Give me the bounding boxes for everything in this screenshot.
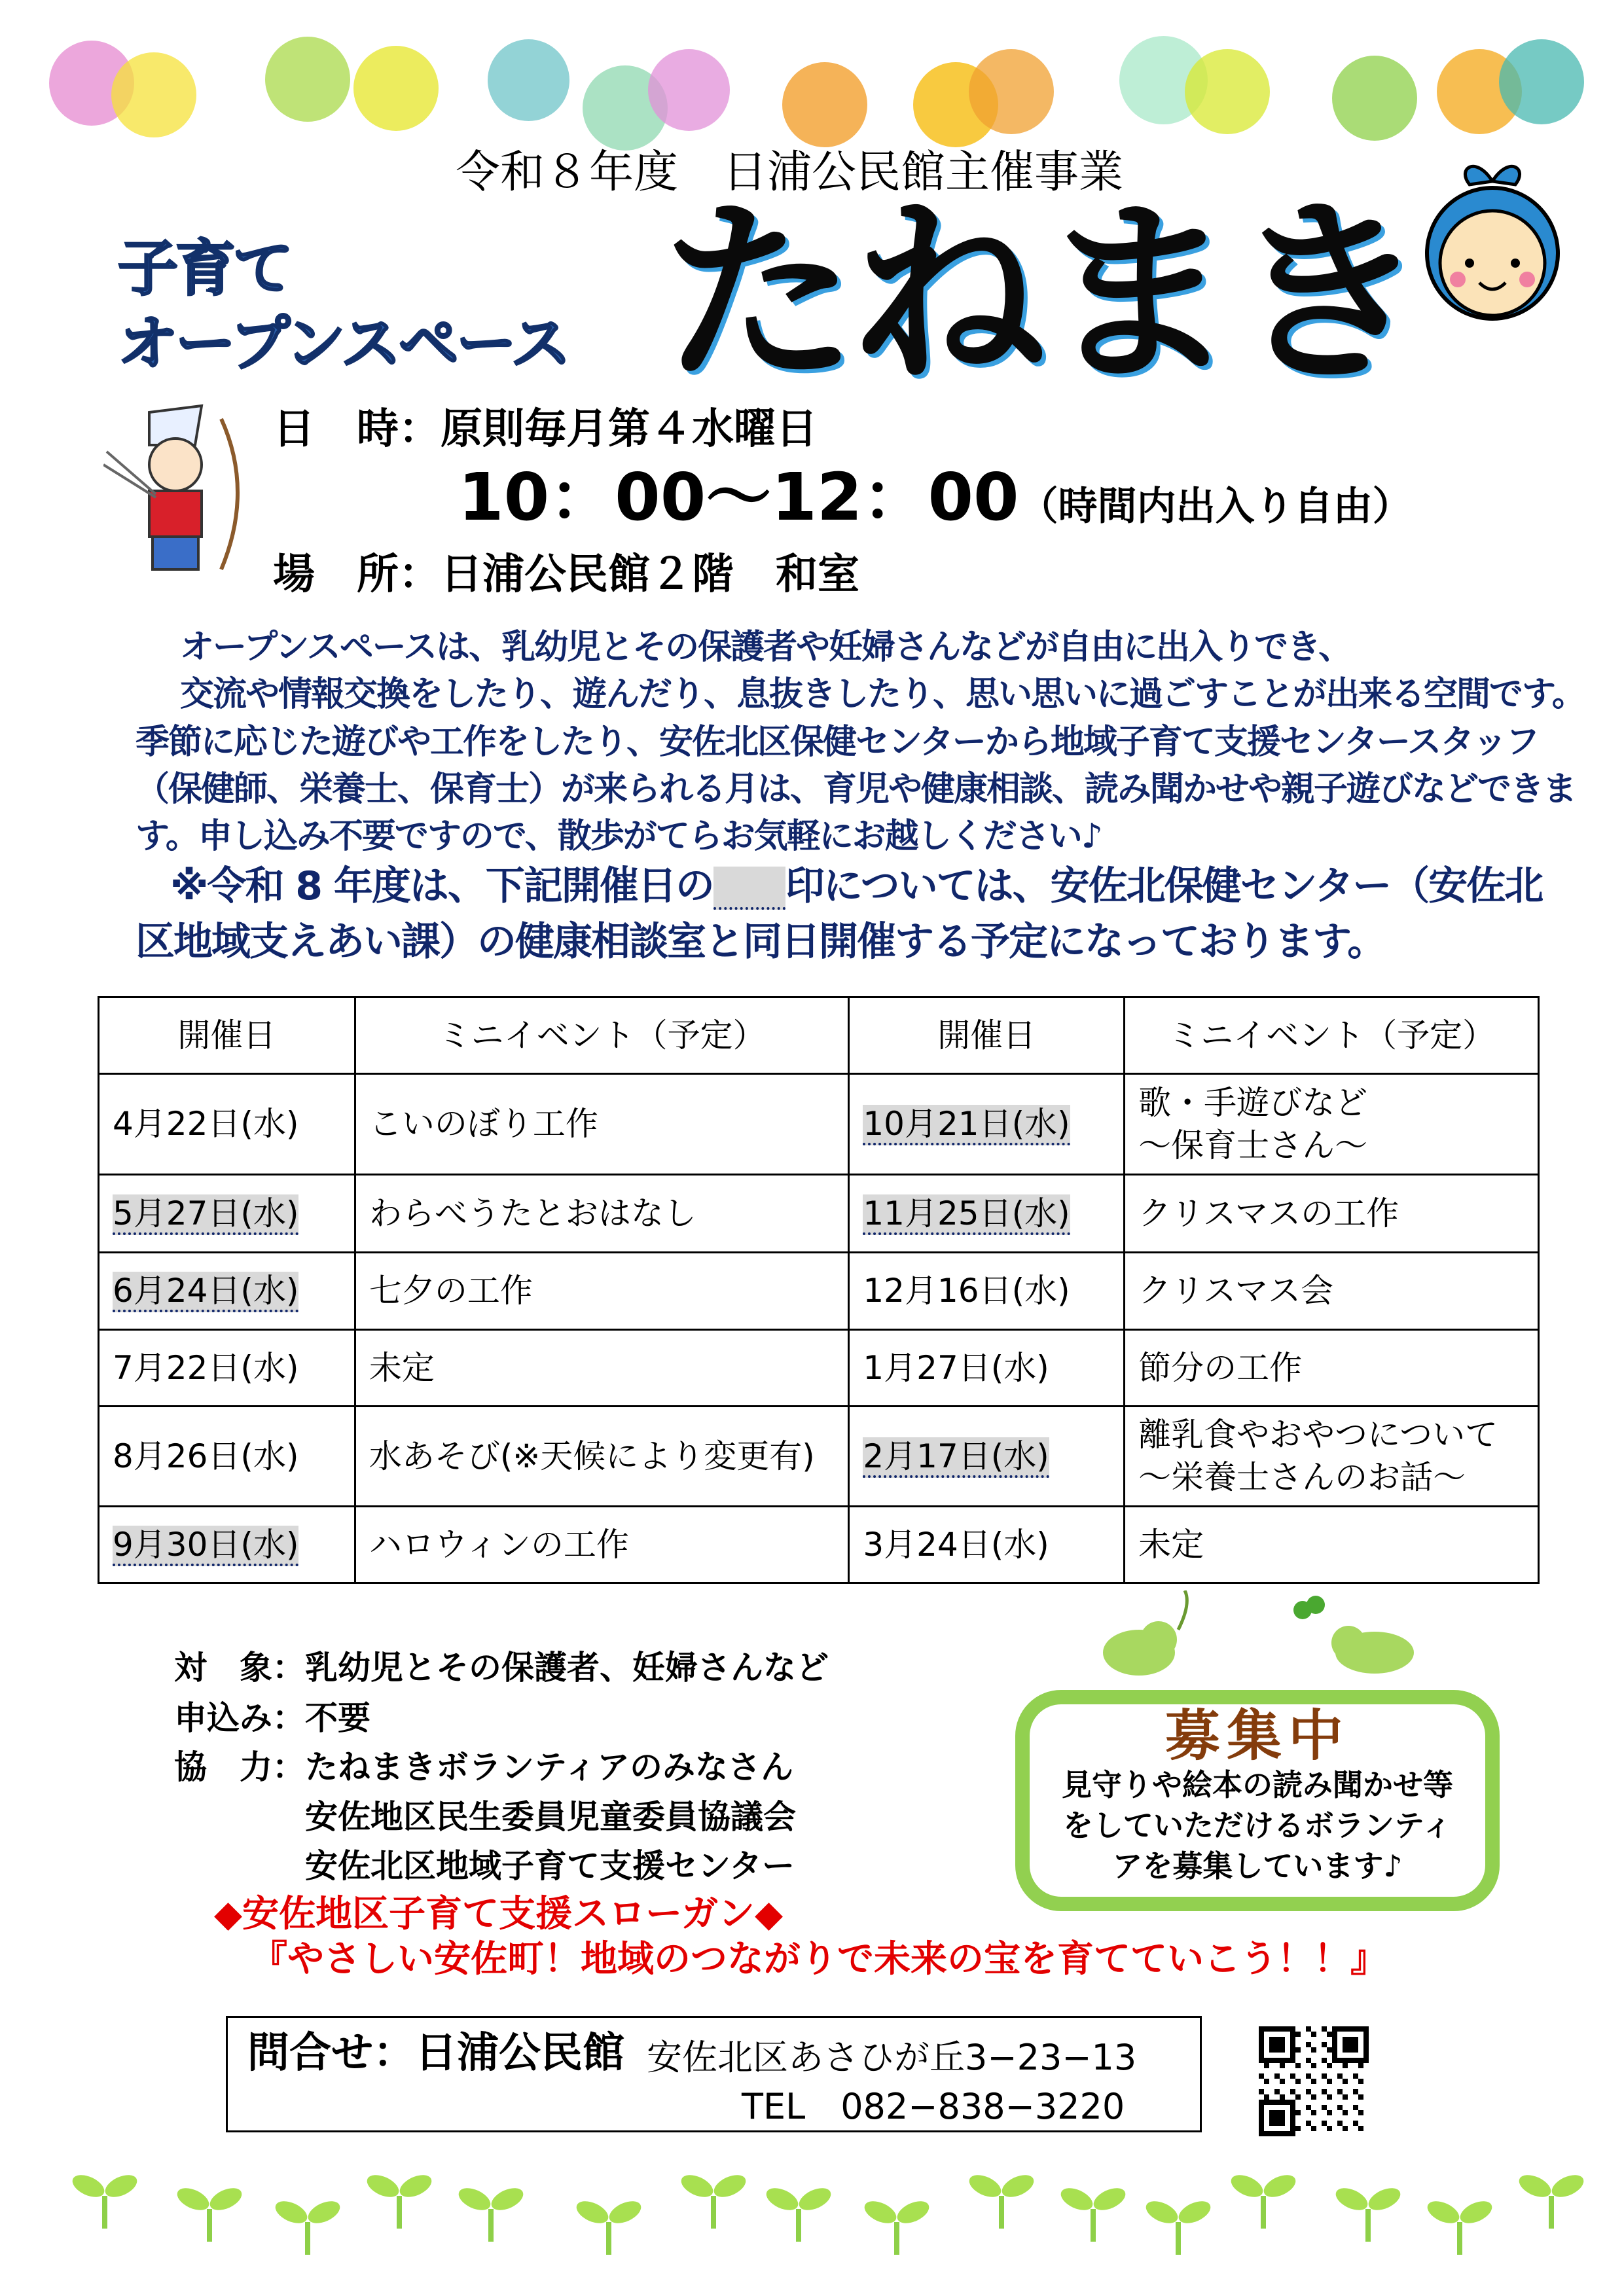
event-date bbox=[849, 1074, 1125, 1175]
qr-module bbox=[1306, 2105, 1311, 2110]
qr-module bbox=[1332, 2047, 1337, 2053]
qr-module bbox=[1348, 2058, 1353, 2063]
qr-module bbox=[1290, 2105, 1295, 2110]
qr-module bbox=[1337, 2105, 1343, 2110]
qr-module bbox=[1290, 2032, 1295, 2037]
time-note: （時間内出入り自由） bbox=[1019, 484, 1412, 529]
detail-target: 対 象：乳幼児とその保護者、妊婦さんなど bbox=[174, 1649, 829, 1687]
qr-module bbox=[1332, 2042, 1337, 2047]
qr-module bbox=[1358, 2094, 1363, 2100]
sprout-icon bbox=[275, 2189, 340, 2261]
table-header-row bbox=[99, 997, 1539, 1074]
qr-module bbox=[1327, 2032, 1332, 2037]
main-title: たねまき bbox=[661, 180, 1420, 408]
qr-module bbox=[1343, 2047, 1348, 2053]
qr-module bbox=[1353, 2089, 1358, 2094]
qr-module bbox=[1280, 2121, 1285, 2126]
qr-module bbox=[1259, 2053, 1264, 2058]
schedule-table bbox=[98, 996, 1540, 1584]
qr-module bbox=[1358, 2110, 1363, 2115]
qr-module bbox=[1295, 2126, 1301, 2131]
qr-module bbox=[1274, 2073, 1280, 2079]
event-name: 未定 bbox=[355, 1330, 849, 1407]
qr-module bbox=[1358, 2126, 1363, 2131]
qr-module bbox=[1295, 2079, 1301, 2084]
event-name-line: ～栄養士さんのお話～ bbox=[1138, 1458, 1466, 1496]
qr-module bbox=[1269, 2042, 1274, 2047]
qr-module bbox=[1280, 2063, 1285, 2068]
highlight-mark-sample bbox=[713, 867, 785, 910]
description-line: す。申し込み不要ですので、散歩がてらお気軽にお越しください♪ bbox=[135, 817, 1102, 856]
qr-module bbox=[1295, 2032, 1301, 2037]
sprout-icon bbox=[1060, 2176, 1126, 2248]
date-text: 9月30日(水) bbox=[113, 1526, 298, 1566]
qr-module bbox=[1322, 2089, 1327, 2094]
qr-module bbox=[1343, 2058, 1348, 2063]
qr-module bbox=[1280, 2026, 1285, 2032]
table-row bbox=[99, 1507, 1539, 1583]
qr-module bbox=[1285, 2100, 1290, 2105]
qr-module bbox=[1274, 2100, 1280, 2105]
qr-module bbox=[1311, 2094, 1316, 2100]
qr-module bbox=[1358, 2026, 1363, 2032]
sprout-icon bbox=[72, 2163, 137, 2235]
detail-application: 申込み：不要 bbox=[174, 1699, 370, 1737]
date-text: 10月21日(水) bbox=[863, 1105, 1070, 1145]
sprout-icon bbox=[969, 2163, 1034, 2235]
date-text: 1月27日(水) bbox=[863, 1348, 1049, 1387]
description-line: オープンスペースは、乳幼児とその保護者や妊婦さんなどが自由に出入りでき、 bbox=[180, 628, 1352, 667]
date-text: 4月22日(水) bbox=[113, 1105, 299, 1143]
qr-module bbox=[1269, 2100, 1274, 2105]
archer-character-icon bbox=[103, 399, 254, 583]
qr-module bbox=[1264, 2131, 1269, 2136]
date-text: 7月22日(水) bbox=[113, 1348, 299, 1387]
qr-module bbox=[1306, 2058, 1311, 2063]
qr-module bbox=[1264, 2058, 1269, 2063]
description-line: 季節に応じた遊びや工作をしたり、安佐北区保健センターから地域子育て支援センタースタッフ bbox=[135, 723, 1539, 762]
subtitle-line1: 子育て bbox=[118, 234, 291, 304]
qr-module bbox=[1311, 2063, 1316, 2068]
date-text: 8月26日(水) bbox=[113, 1437, 299, 1475]
schedule-date: 日 時：原則毎月第４水曜日 bbox=[273, 405, 818, 454]
qr-module bbox=[1280, 2058, 1285, 2063]
qr-module bbox=[1259, 2058, 1264, 2063]
qr-module bbox=[1363, 2037, 1369, 2042]
qr-module bbox=[1332, 2032, 1337, 2037]
event-name-line: ～保育士さん～ bbox=[1138, 1126, 1368, 1164]
qr-module bbox=[1363, 2026, 1369, 2032]
qr-module bbox=[1269, 2037, 1274, 2042]
event-name bbox=[1125, 1507, 1539, 1583]
event-name bbox=[1125, 1330, 1539, 1407]
qr-module bbox=[1280, 2110, 1285, 2115]
qr-module bbox=[1290, 2131, 1295, 2136]
qr-module bbox=[1280, 2042, 1285, 2047]
watercolor-dot bbox=[265, 37, 350, 122]
qr-module bbox=[1290, 2089, 1295, 2094]
qr-module bbox=[1322, 2121, 1327, 2126]
qr-module bbox=[1327, 2063, 1332, 2068]
qr-module bbox=[1290, 2110, 1295, 2115]
qr-module bbox=[1343, 2110, 1348, 2115]
time-range: 10：00〜12：00 bbox=[458, 459, 1019, 535]
qr-module bbox=[1290, 2073, 1295, 2079]
qr-module bbox=[1348, 2026, 1353, 2032]
qr-module bbox=[1259, 2110, 1264, 2115]
qr-module bbox=[1259, 2089, 1264, 2094]
sprout-icon bbox=[1427, 2189, 1492, 2261]
qr-module bbox=[1269, 2115, 1274, 2121]
qr-module bbox=[1311, 2047, 1316, 2053]
event-name: わらべうたとおはなし bbox=[355, 1175, 849, 1253]
qr-module bbox=[1332, 2037, 1337, 2042]
qr-module bbox=[1295, 2094, 1301, 2100]
recruit-text: 見守りや絵本の読み聞かせ等 bbox=[1062, 1767, 1453, 1803]
sprout-icon bbox=[576, 2189, 641, 2261]
birds-icon bbox=[1080, 1590, 1447, 1689]
qr-module bbox=[1353, 2042, 1358, 2047]
qr-module bbox=[1337, 2026, 1343, 2032]
qr-module bbox=[1363, 2058, 1369, 2063]
sprout-icon bbox=[864, 2189, 929, 2261]
qr-module bbox=[1327, 2047, 1332, 2053]
qr-module bbox=[1280, 2115, 1285, 2121]
table-row bbox=[99, 1074, 1539, 1175]
qr-module bbox=[1290, 2126, 1295, 2131]
qr-module bbox=[1358, 2063, 1363, 2068]
contact-label: 問合せ：日浦公民館 bbox=[247, 2029, 624, 2077]
contact-tel: TEL 082−838−3220 bbox=[742, 2086, 1125, 2127]
date-text: 12月16日(水) bbox=[863, 1272, 1070, 1310]
qr-module bbox=[1269, 2110, 1274, 2115]
detail-cooperation: 協 力：たねまきボランティアのみなさん bbox=[174, 1748, 793, 1786]
note-text: ※令和 8 年度は、下記開催日の bbox=[170, 863, 713, 909]
qr-module bbox=[1259, 2100, 1264, 2105]
qr-module bbox=[1274, 2026, 1280, 2032]
event-name: 水あそび(※天候により変更有) bbox=[355, 1407, 849, 1507]
header-text: 令和８年度 日浦公民館主催事業 bbox=[455, 147, 1123, 198]
sprout-icon bbox=[681, 2163, 746, 2235]
qr-module bbox=[1348, 2037, 1353, 2042]
qr-module bbox=[1285, 2058, 1290, 2063]
note-text: 印については、安佐北保健センター（安佐北 bbox=[785, 863, 1543, 909]
qr-module bbox=[1358, 2079, 1363, 2084]
note-line bbox=[170, 864, 1542, 910]
watercolor-dot bbox=[488, 39, 569, 121]
recruit-text: アを募集しています♪ bbox=[1112, 1848, 1403, 1884]
qr-module bbox=[1290, 2121, 1295, 2126]
qr-module bbox=[1280, 2094, 1285, 2100]
qr-module bbox=[1259, 2073, 1264, 2079]
qr-module bbox=[1363, 2053, 1369, 2058]
qr-module bbox=[1259, 2042, 1264, 2047]
watercolor-dot bbox=[782, 62, 867, 147]
qr-module bbox=[1259, 2121, 1264, 2126]
sprout-icon bbox=[177, 2176, 242, 2248]
qr-module bbox=[1343, 2126, 1348, 2131]
watercolor-dot bbox=[353, 46, 439, 131]
event-date bbox=[99, 1407, 355, 1507]
qr-module bbox=[1337, 2073, 1343, 2079]
qr-module bbox=[1343, 2063, 1348, 2068]
qr-module bbox=[1280, 2079, 1285, 2084]
event-name-line: クリスマスの工作 bbox=[1138, 1194, 1399, 1232]
qr-module bbox=[1343, 2037, 1348, 2042]
event-name-line: クリスマス会 bbox=[1138, 1272, 1334, 1310]
qr-module bbox=[1295, 2063, 1301, 2068]
qr-module bbox=[1332, 2026, 1337, 2032]
qr-module bbox=[1343, 2079, 1348, 2084]
qr-module bbox=[1353, 2037, 1358, 2042]
qr-module bbox=[1259, 2131, 1264, 2136]
qr-module bbox=[1322, 2073, 1327, 2079]
qr-module bbox=[1353, 2047, 1358, 2053]
description-line: 交流や情報交換をしたり、遊んだり、息抜きしたり、思い思いに過ごすことが出来る空間です。 bbox=[180, 675, 1585, 714]
qr-module bbox=[1295, 2110, 1301, 2115]
column-header: ミニイベント（予定） bbox=[355, 997, 849, 1074]
sprout-icon bbox=[766, 2176, 831, 2248]
sprout-icon bbox=[367, 2163, 432, 2235]
qr-module bbox=[1290, 2026, 1295, 2032]
date-text: 5月27日(水) bbox=[113, 1194, 298, 1235]
event-date bbox=[99, 1507, 355, 1583]
qr-module bbox=[1295, 2047, 1301, 2053]
sprout-icon bbox=[1519, 2163, 1584, 2235]
contact-address: 安佐北区あさひが丘3−23−13 bbox=[647, 2037, 1137, 2078]
qr-module bbox=[1259, 2105, 1264, 2110]
qr-module bbox=[1269, 2026, 1274, 2032]
qr-module bbox=[1322, 2058, 1327, 2063]
qr-module bbox=[1274, 2110, 1280, 2115]
event-name-line: 節分の工作 bbox=[1138, 1348, 1303, 1387]
qr-module bbox=[1353, 2105, 1358, 2110]
qr-module bbox=[1363, 2032, 1369, 2037]
qr-module bbox=[1358, 2058, 1363, 2063]
qr-module bbox=[1264, 2063, 1269, 2068]
qr-module bbox=[1274, 2089, 1280, 2094]
sprout-icon bbox=[1335, 2176, 1401, 2248]
qr-module bbox=[1264, 2026, 1269, 2032]
qr-module bbox=[1332, 2058, 1337, 2063]
qr-module bbox=[1269, 2131, 1274, 2136]
qr-module bbox=[1280, 2047, 1285, 2053]
qr-module bbox=[1264, 2094, 1269, 2100]
qr-module bbox=[1363, 2042, 1369, 2047]
qr-module bbox=[1290, 2042, 1295, 2047]
qr-module bbox=[1269, 2058, 1274, 2063]
qr-module bbox=[1353, 2026, 1358, 2032]
qr-module bbox=[1327, 2079, 1332, 2084]
description-line: （保健師、栄養士、保育士）が来られる月は、育児や健康相談、読み聞かせや親子遊びなどできま bbox=[135, 770, 1576, 809]
qr-module bbox=[1311, 2032, 1316, 2037]
qr-module bbox=[1327, 2110, 1332, 2115]
event-date bbox=[849, 1330, 1125, 1407]
qr-module bbox=[1343, 2042, 1348, 2047]
qr-module bbox=[1259, 2037, 1264, 2042]
sprout-icon bbox=[1231, 2163, 1296, 2235]
date-text: 3月24日(水) bbox=[863, 1525, 1049, 1564]
qr-module bbox=[1322, 2026, 1327, 2032]
contact-box bbox=[226, 2016, 1202, 2132]
column-header: 開催日 bbox=[99, 997, 355, 1074]
qr-module bbox=[1259, 2026, 1264, 2032]
date-text: 11月25日(水) bbox=[863, 1194, 1070, 1235]
date-text: 2月17日(水) bbox=[863, 1437, 1049, 1478]
note-line: 区地域支えあい課）の健康相談室と同日開催する予定になっております。 bbox=[135, 919, 1386, 965]
detail-cooperation: 安佐地区民生委員児童委員協議会 bbox=[174, 1798, 796, 1836]
qr-module bbox=[1290, 2115, 1295, 2121]
event-name-line: 歌・手遊びなど bbox=[1138, 1083, 1368, 1122]
qr-module bbox=[1322, 2105, 1327, 2110]
qr-module bbox=[1311, 2079, 1316, 2084]
detail-cooperation: 安佐北区地域子育て支援センター bbox=[174, 1847, 795, 1885]
event-name-line: 離乳食やおやつについて bbox=[1138, 1416, 1498, 1454]
qr-module bbox=[1353, 2058, 1358, 2063]
sprout-mascot-icon bbox=[1417, 155, 1568, 325]
qr-module bbox=[1348, 2047, 1353, 2053]
qr-module bbox=[1343, 2026, 1348, 2032]
qr-module bbox=[1274, 2115, 1280, 2121]
qr-code-icon[interactable] bbox=[1259, 2026, 1370, 2138]
volunteer-recruit-box bbox=[1015, 1690, 1500, 1911]
qr-module bbox=[1306, 2089, 1311, 2094]
qr-module bbox=[1259, 2047, 1264, 2053]
qr-module bbox=[1269, 2121, 1274, 2126]
qr-module bbox=[1306, 2073, 1311, 2079]
qr-module bbox=[1274, 2121, 1280, 2126]
event-date bbox=[849, 1507, 1125, 1583]
qr-module bbox=[1327, 2094, 1332, 2100]
qr-module bbox=[1274, 2047, 1280, 2053]
qr-module bbox=[1290, 2058, 1295, 2063]
column-header: ミニイベント（予定） bbox=[1125, 997, 1539, 1074]
table-row bbox=[99, 1407, 1539, 1507]
recruit-heading: 募集中 bbox=[1164, 1704, 1350, 1768]
event-date bbox=[849, 1407, 1125, 1507]
qr-module bbox=[1269, 2047, 1274, 2053]
qr-module bbox=[1290, 2037, 1295, 2042]
qr-module bbox=[1274, 2037, 1280, 2042]
qr-module bbox=[1285, 2026, 1290, 2032]
event-date bbox=[99, 1330, 355, 1407]
slogan-title: ◆安佐地区子育て支援スローガン◆ bbox=[214, 1893, 784, 1935]
qr-module bbox=[1259, 2126, 1264, 2131]
qr-module bbox=[1348, 2042, 1353, 2047]
qr-module bbox=[1311, 2126, 1316, 2131]
qr-module bbox=[1280, 2037, 1285, 2042]
sprout-icon bbox=[458, 2176, 524, 2248]
table-row bbox=[99, 1330, 1539, 1407]
qr-module bbox=[1264, 2100, 1269, 2105]
schedule-place: 場 所：日浦公民館２階 和室 bbox=[273, 550, 859, 599]
qr-module bbox=[1290, 2053, 1295, 2058]
event-date bbox=[99, 1074, 355, 1175]
qr-module bbox=[1306, 2042, 1311, 2047]
qr-module bbox=[1353, 2121, 1358, 2126]
table-row bbox=[99, 1253, 1539, 1330]
qr-module bbox=[1259, 2032, 1264, 2037]
qr-module bbox=[1363, 2047, 1369, 2053]
qr-module bbox=[1259, 2115, 1264, 2121]
qr-module bbox=[1285, 2131, 1290, 2136]
qr-module bbox=[1290, 2047, 1295, 2053]
watercolor-dot bbox=[1332, 56, 1417, 141]
qr-module bbox=[1343, 2094, 1348, 2100]
qr-module bbox=[1306, 2121, 1311, 2126]
event-date bbox=[99, 1253, 355, 1330]
qr-module bbox=[1327, 2126, 1332, 2131]
watercolor-dot bbox=[969, 49, 1054, 134]
slogan-text: 『やさしい安佐町！地域のつながりで未来の宝を育てていこう！！』 bbox=[251, 1938, 1387, 1981]
event-name-line: 未定 bbox=[1138, 1525, 1204, 1564]
qr-module bbox=[1274, 2131, 1280, 2136]
qr-module bbox=[1353, 2073, 1358, 2079]
sprout-icon bbox=[1146, 2189, 1211, 2261]
qr-module bbox=[1306, 2026, 1311, 2032]
qr-module bbox=[1280, 2131, 1285, 2136]
event-name: こいのぼり工作 bbox=[355, 1074, 849, 1175]
event-date bbox=[849, 1253, 1125, 1330]
qr-module bbox=[1337, 2121, 1343, 2126]
event-name bbox=[1125, 1175, 1539, 1253]
date-text: 6月24日(水) bbox=[113, 1272, 298, 1312]
qr-module bbox=[1274, 2042, 1280, 2047]
event-name bbox=[1125, 1407, 1539, 1507]
watercolor-dot bbox=[111, 52, 196, 137]
event-name: 七夕の工作 bbox=[355, 1253, 849, 1330]
event-date bbox=[99, 1175, 355, 1253]
qr-module bbox=[1332, 2053, 1337, 2058]
qr-module bbox=[1274, 2058, 1280, 2063]
recruit-text: をしていただけるボランティ bbox=[1062, 1808, 1453, 1844]
event-name bbox=[1125, 1074, 1539, 1175]
schedule-time bbox=[458, 461, 1412, 533]
qr-module bbox=[1322, 2042, 1327, 2047]
table-row bbox=[99, 1175, 1539, 1253]
qr-module bbox=[1264, 2079, 1269, 2084]
watercolor-dot bbox=[1185, 49, 1270, 134]
column-header: 開催日 bbox=[849, 997, 1125, 1074]
subtitle-line2: オープンスペース bbox=[118, 309, 569, 379]
watercolor-dot bbox=[1499, 39, 1584, 124]
event-date bbox=[849, 1175, 1125, 1253]
event-name: ハロウィンの工作 bbox=[355, 1507, 849, 1583]
qr-module bbox=[1337, 2058, 1343, 2063]
qr-module bbox=[1337, 2089, 1343, 2094]
watercolor-dot bbox=[648, 49, 730, 131]
qr-module bbox=[1290, 2100, 1295, 2105]
qr-module bbox=[1311, 2110, 1316, 2115]
event-name bbox=[1125, 1253, 1539, 1330]
qr-module bbox=[1280, 2100, 1285, 2105]
